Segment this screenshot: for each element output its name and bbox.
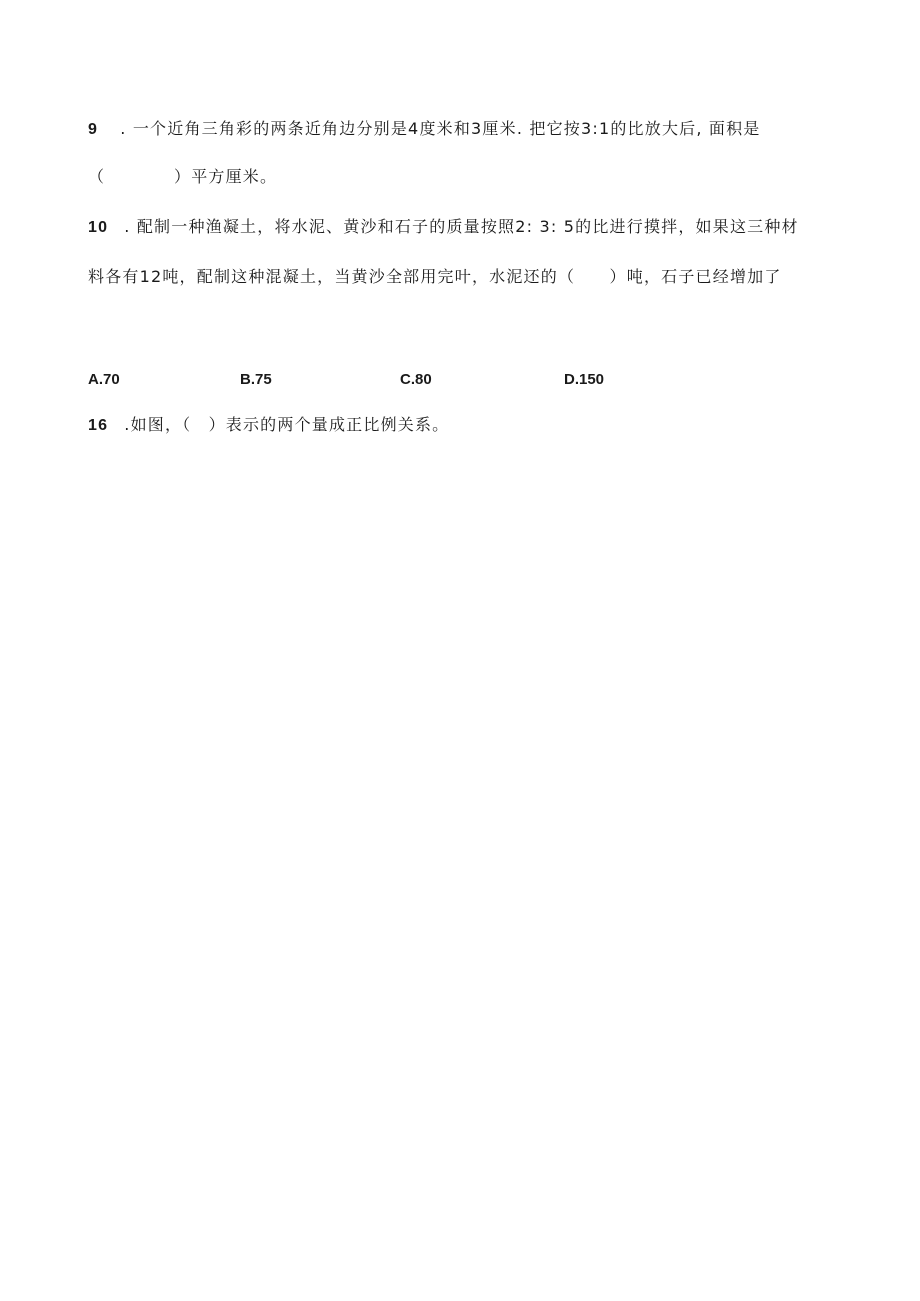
answer-options <box>88 371 688 391</box>
question-9-answer-blank: （ ）平方厘米。 <box>88 167 278 186</box>
question-10-line-2 <box>88 267 782 287</box>
question-10-text-continued: 料各有12吨，配制这种混凝土，当黄沙全部用完叶，水泥还的（ ）吨，石子已经增加了 <box>88 267 782 286</box>
option-d: D.150 <box>564 371 605 388</box>
option-b: B.75 <box>240 371 272 388</box>
question-10-text: . 配制一种渔凝土，将水泥、黄沙和石子的质量按照2: 3: 5的比进行摸拌，如果这三种材 <box>118 217 799 236</box>
question-9-line-1 <box>88 119 761 140</box>
option-c: C.80 <box>400 371 432 388</box>
option-a: A.70 <box>88 371 120 388</box>
question-16-number: 16 <box>88 417 109 434</box>
question-9-number: 9 <box>88 121 99 138</box>
question-10-line-1 <box>88 217 799 238</box>
question-16-text: .如图，（ ）表示的两个量成正比例关系。 <box>118 415 450 434</box>
question-9-line-2 <box>88 167 277 187</box>
question-9-text: . 一个近角三角彩的两条近角边分别是4度米和3厘米. 把它按3:1的比放大后, 面积是 <box>114 119 761 138</box>
question-16-line <box>88 415 449 436</box>
question-10-number: 10 <box>88 219 109 236</box>
